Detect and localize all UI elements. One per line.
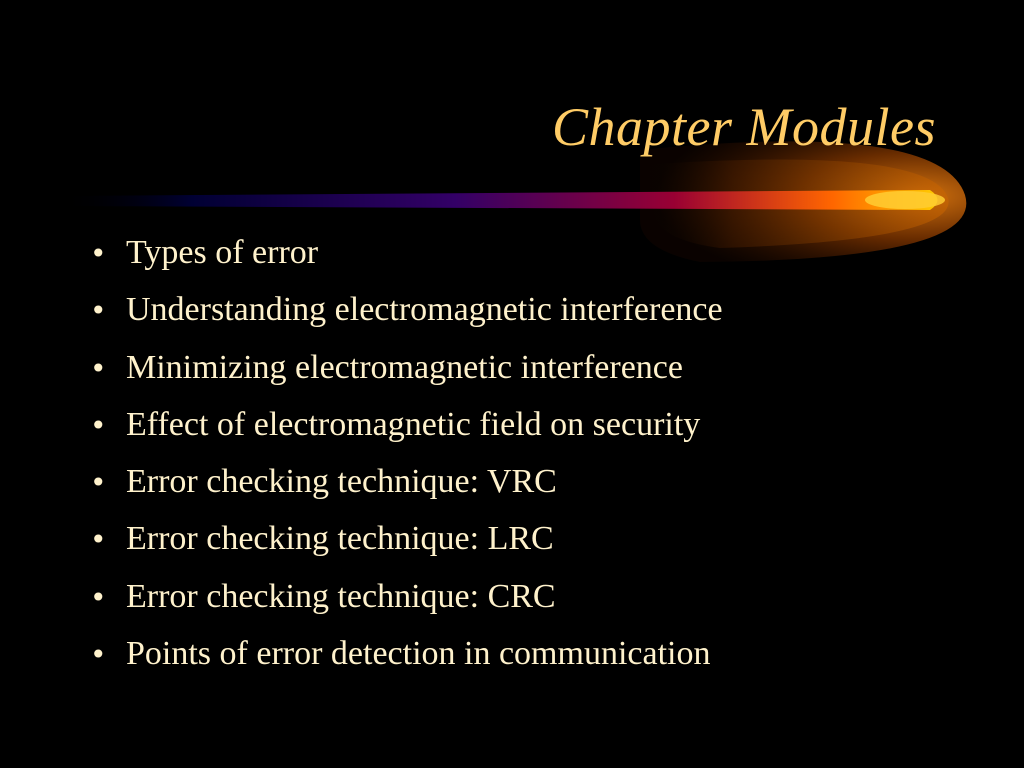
list-item	[90, 520, 723, 577]
bullet-text: Effect of electromagnetic field on security	[126, 405, 701, 443]
list-item	[90, 234, 723, 291]
bullet-text: Minimizing electromagnetic interference	[126, 348, 683, 386]
bullet-icon: •	[90, 466, 107, 500]
bullet-text: Error checking technique: LRC	[126, 520, 554, 558]
streak-glow	[865, 191, 945, 209]
slide-title: Chapter Modules	[552, 97, 936, 157]
bullet-list	[90, 234, 723, 692]
light-streak	[60, 190, 938, 210]
bullet-icon: •	[90, 408, 107, 442]
list-item	[90, 463, 723, 520]
bullet-icon: •	[90, 237, 107, 270]
bullet-text: Points of error detection in communication	[126, 635, 711, 673]
bullet-text: Error checking technique: VRC	[126, 463, 557, 501]
list-item	[90, 406, 723, 463]
bullet-text: Understanding electromagnetic interference	[126, 291, 723, 329]
bullet-icon: •	[90, 523, 107, 557]
list-item	[90, 291, 723, 348]
bullet-icon: •	[90, 580, 107, 614]
list-item	[90, 349, 723, 406]
bullet-icon: •	[90, 294, 107, 328]
bullet-icon: •	[90, 351, 107, 385]
bullet-icon: •	[90, 638, 107, 672]
list-item	[90, 635, 723, 692]
list-item	[90, 578, 723, 635]
bullet-text: Error checking technique: CRC	[126, 577, 556, 615]
bullet-text: Types of error	[126, 234, 319, 271]
